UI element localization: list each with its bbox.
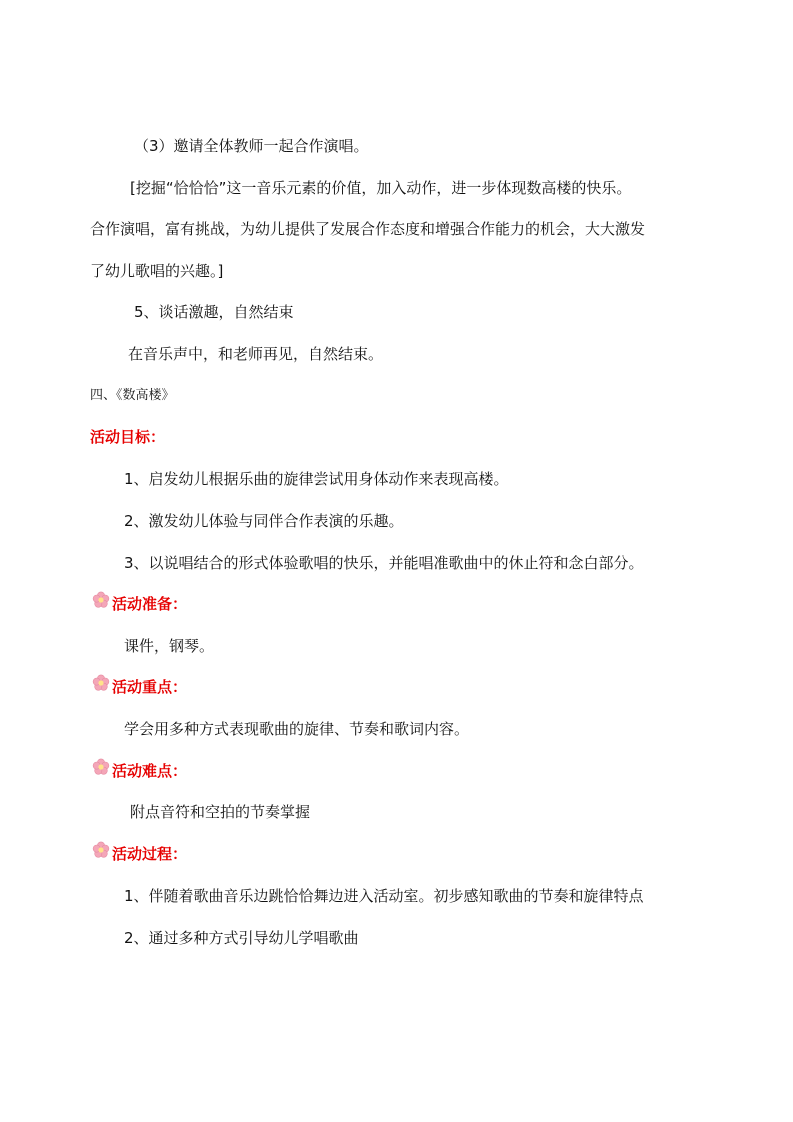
paragraph-step-3: （3）邀请全体教师一起合作演唱。	[134, 137, 369, 155]
key-heading: 活动重点：	[112, 678, 188, 696]
prep-text: 课件，钢琴。	[124, 637, 215, 655]
paragraph-commentary-1: [挖掘“恰恰恰”这一音乐元素的价值，加入动作，进一步体现数高楼的快乐。	[130, 179, 632, 197]
goals-heading: 活动目标：	[90, 428, 166, 446]
key-text: 学会用多种方式表现歌曲的旋律、节奏和歌词内容。	[124, 720, 470, 738]
flower-icon	[92, 674, 110, 692]
paragraph-commentary-3: 了幼儿歌唱的兴趣。]	[90, 262, 224, 280]
process-heading: 活动过程：	[112, 845, 188, 863]
flower-icon	[92, 841, 110, 859]
paragraph-ending: 在音乐声中，和老师再见，自然结束。	[128, 345, 384, 363]
difficulty-text: 附点音符和空拍的节奏掌握	[130, 803, 311, 821]
section-title: 四、《数高楼》	[90, 388, 175, 403]
paragraph-step-5: 5、谈话激趣，自然结束	[134, 303, 294, 321]
goal-item-2: 2、激发幼儿体验与同伴合作表演的乐趣。	[124, 512, 404, 530]
prep-heading: 活动准备：	[112, 595, 188, 613]
process-item-2: 2、通过多种方式引导幼儿学唱歌曲	[124, 929, 359, 947]
goal-item-3: 3、以说唱结合的形式体验歌唱的快乐，并能唱准歌曲中的休止符和念白部分。	[124, 554, 644, 572]
goal-item-1: 1、启发幼儿根据乐曲的旋律尝试用身体动作来表现高楼。	[124, 470, 509, 488]
flower-icon	[92, 758, 110, 776]
process-item-1: 1、伴随着歌曲音乐边跳恰恰舞边进入活动室。初步感知歌曲的节奏和旋律特点	[124, 887, 644, 905]
paragraph-commentary-2: 合作演唱，富有挑战，为幼儿提供了发展合作态度和增强合作能力的机会，大大激发	[90, 220, 646, 238]
difficulty-heading: 活动难点：	[112, 762, 188, 780]
flower-icon	[92, 591, 110, 609]
